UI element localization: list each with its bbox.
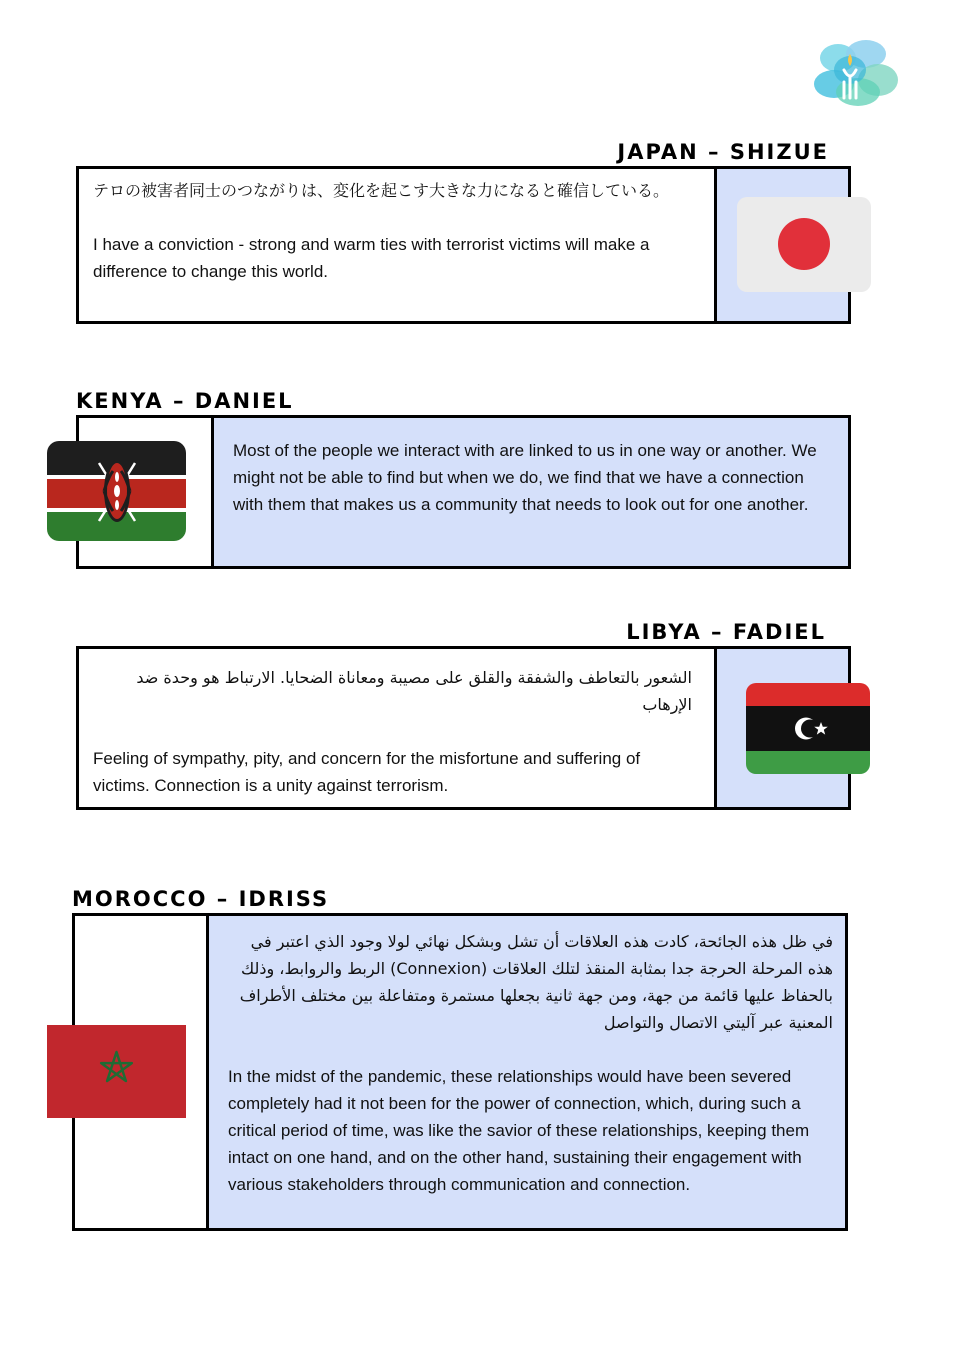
native-quote: الشعور بالتعاطف والشفقة والقلق على مصيبة ومعاناة الضحايا. الارتباط هو وحدة ضد الإرهاب [136,668,692,714]
entry-heading-kenya: KENYA – DANIEL [76,389,294,413]
entry-heading-libya: LIBYA – FADIEL [626,620,826,644]
english-quote: I have a conviction - strong and warm ties with terrorist victims will make a difference to change this world. [93,235,650,281]
testimonial-text [93,177,694,285]
entry-heading-japan: JAPAN – SHIZUE [617,140,829,164]
testimonial-text-cell [79,649,717,807]
testimonial-box-kenya [76,415,851,569]
english-quote: Feeling of sympathy, pity, and concern for the misfortune and suffering of victims. Connection is a unity against terrorism. [93,749,641,795]
testimonial-box-morocco [72,913,848,1231]
entry-heading-morocco: MOROCCO – IDRISS [72,887,330,911]
testimonial-text-cell [79,169,717,321]
english-quote: Most of the people we interact with are linked to us in one way or another. We might not be able to find but when we do, we find that we have a connection with them that makes us a community that needs to look out for one another. [233,441,817,514]
testimonial-box-japan [76,166,851,324]
organization-logo-icon [808,36,902,112]
english-quote: In the midst of the pandemic, these relationships would have been severed completely had it not been for the power of connection, which, during such a critical period of time, was like the savior of these relationships, keeping them intact on one hand, and on the other hand, sustaining their engagement with various stakeholders through communication and connection. [228,1067,810,1194]
native-quote: في ظل هذه الجائحة، كادت هذه العلاقات أن تشل وبشكل نهائي لولا وجود الذي اعتبر في هذه المرحلة الحرجة جدا بمثابة المنقذ لتلك العلاقات (Connexion) الربط والروابط، وذلك بالحفاظ عليها قائمة من جهة، ومن جهة ثانية بجعلها مستمرة ومتفاعلة بين مختلف الأطراف المعنية عبر آليتي الاتصال والتواصل [239,932,833,1032]
testimonial-text [228,928,833,1198]
japan-flag-icon [737,197,871,292]
testimonial-box-libya [76,646,851,810]
testimonial-text [93,664,692,799]
testimonial-text [233,437,828,518]
native-quote: テロの被害者同士のつながりは、変化を起こす大きな力になると確信している。 [93,181,670,200]
testimonial-text-cell [209,916,845,1228]
testimonial-text-cell [214,418,848,566]
morocco-flag-icon [47,1025,186,1118]
kenya-flag-icon [47,441,186,541]
libya-flag-icon [746,683,870,774]
